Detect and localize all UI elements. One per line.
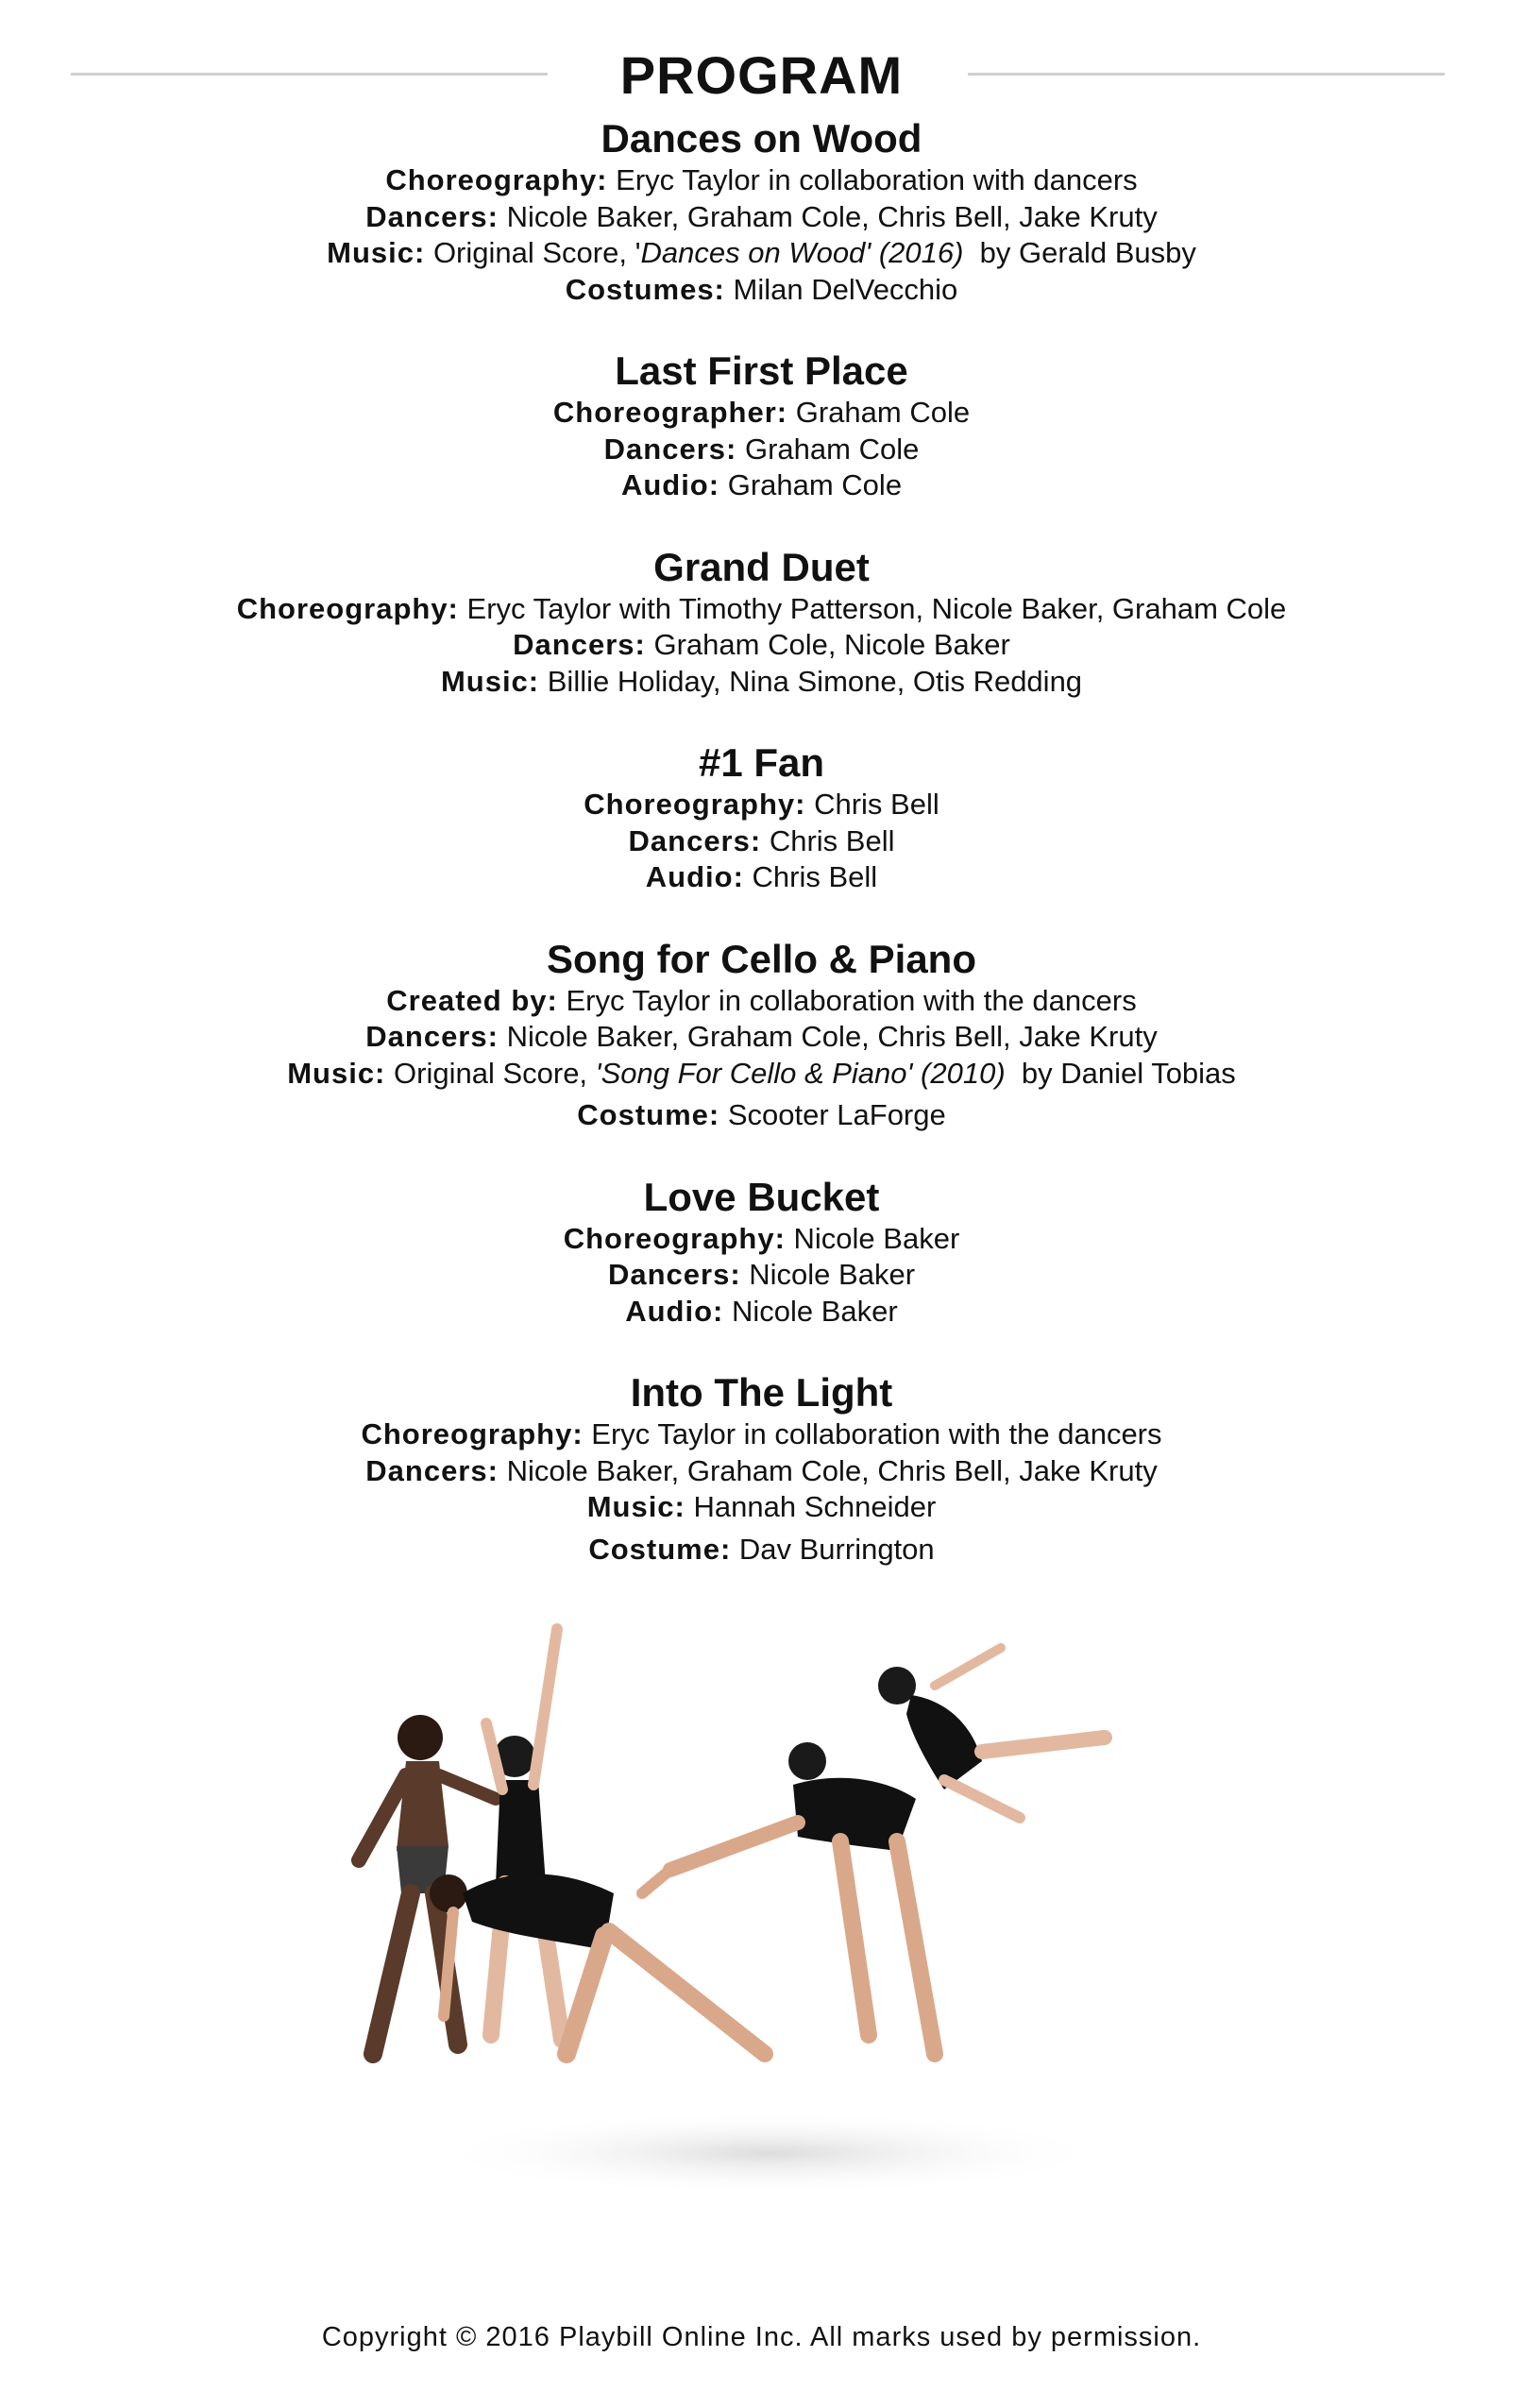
credit-work-title: Dances on Wood' (2016) [640,236,964,269]
credit-value: Original Score, [394,1056,596,1090]
credit-value: Milan DelVecchio [733,272,958,306]
page-title: PROGRAM [619,45,904,105]
credit-work-title: 'Song For Cello & Piano' (2010) [595,1056,1006,1090]
dancer-figure-2 [486,1629,562,2040]
credit-label: Dancers: [365,1453,499,1487]
dancer-figure-5 [878,1648,1105,1818]
credit-value: Nicole Baker, Graham Cole, Chris Bell, Jake Kruty [506,1453,1158,1487]
credit-label: Choreography: [584,788,806,821]
credit-line [0,787,1523,823]
credit-line [0,199,1523,236]
credit-label: Costume: [588,1532,732,1566]
credit-label: Dancers: [365,199,499,233]
credit-line [0,162,1523,199]
credit-line [0,1453,1523,1490]
credit-line [0,823,1523,860]
program-piece [0,739,1523,896]
dancer-figure-4 [642,1742,935,2054]
credit-composer: by Gerald Busby [963,236,1196,269]
credit-value: Nicole Baker [732,1294,898,1328]
credit-value: Nicole Baker [793,1221,960,1255]
credit-label: Choreographer: [552,396,788,429]
credit-line [0,467,1523,504]
credit-label: Dancers: [607,1258,741,1291]
credit-label: Created by: [386,983,558,1017]
credit-line [0,1056,1523,1093]
copyright-footer: Copyright © 2016 Playbill Online Inc. All marks used by permission. [321,2322,1202,2352]
credit-line [0,1489,1523,1526]
credit-value: Nicole Baker, Graham Cole, Chris Bell, Jake Kruty [506,199,1158,233]
credit-label: Music: [440,664,540,698]
credit-value: Nicole Baker [749,1258,916,1291]
credit-value: Nicole Baker, Graham Cole, Chris Bell, Jake Kruty [506,1020,1158,1053]
credit-value: Dav Burrington [738,1532,935,1566]
credit-value: Graham Cole [795,396,971,429]
credit-label: Music: [586,1490,685,1523]
piece-title: #1 Fan [698,740,825,785]
credit-composer: by Daniel Tobias [1005,1056,1236,1090]
credit-label: Dancers: [628,823,762,857]
credit-value: Original Score, ' [432,236,641,269]
credit-line [0,1532,1523,1569]
piece-title: Dances on Wood [601,116,922,161]
program-piece [0,544,1523,701]
credit-label: Choreography: [385,163,608,196]
credit-label: Audio: [645,860,744,893]
credit-line [0,1221,1523,1258]
credit-line [0,627,1523,664]
credit-line [0,432,1523,468]
credit-value: Eryc Taylor in collaboration with the dancers [566,983,1137,1017]
credit-value: Eryc Taylor in collaboration with the dancers [591,1417,1162,1450]
credit-line [0,983,1523,1020]
program-piece [0,348,1523,504]
credit-value: Scooter LaForge [727,1098,946,1131]
credit-line [0,1019,1523,1056]
credit-line [0,272,1523,309]
credit-value: Chris Bell [769,823,895,857]
credit-line [0,395,1523,432]
credit-value: Graham Cole [744,432,920,466]
credit-line [0,1294,1523,1331]
credit-label: Music: [327,236,426,269]
credit-value: Graham Cole [727,468,903,501]
credit-value: Chris Bell [814,788,939,821]
credit-value: Chris Bell [752,860,878,893]
piece-title: Into The Light [630,1370,893,1415]
credit-line [0,859,1523,896]
credit-label: Choreography: [236,591,459,625]
dancers-photo [330,1610,1209,2214]
credit-value: Billie Holiday, Nina Simone, Otis Redding [547,664,1083,698]
credit-value: Eryc Taylor in collaboration with dancers [616,163,1138,196]
credit-label: Dancers: [603,432,737,466]
credit-label: Choreography: [361,1417,584,1450]
piece-title: Last First Place [615,348,908,393]
piece-title: Love Bucket [643,1174,880,1219]
credit-line [0,1416,1523,1453]
program-list [0,115,1523,1607]
credit-label: Music: [287,1056,386,1090]
credit-label: Audio: [620,468,720,501]
piece-title: Song for Cello & Piano [546,936,976,981]
credit-label: Dancers: [365,1020,499,1053]
credit-value: Graham Cole, Nicole Baker [653,628,1010,661]
header-rule-right [968,73,1445,76]
credit-line [0,235,1523,272]
program-piece [0,936,1523,1134]
credit-label: Dancers: [513,628,646,661]
credit-line [0,664,1523,701]
dancer-figure-1 [359,1715,496,2054]
credit-label: Choreography: [563,1221,786,1255]
dancer-figure-3 [430,1874,765,2054]
page-header [0,38,1523,113]
piece-title: Grand Duet [653,544,870,589]
program-piece [0,115,1523,308]
credit-label: Costume: [577,1098,720,1131]
program-piece [0,1174,1523,1331]
credit-label: Costumes: [565,272,725,306]
credit-label: Audio: [625,1294,724,1328]
credit-line [0,1257,1523,1294]
credit-line [0,1097,1523,1134]
floor-shadow [430,2111,1109,2196]
credit-value: Hannah Schneider [693,1490,937,1523]
program-piece [0,1369,1523,1568]
credit-value: Eryc Taylor with Timothy Patterson, Nicole Baker, Graham Cole [466,591,1287,625]
credit-line [0,591,1523,628]
